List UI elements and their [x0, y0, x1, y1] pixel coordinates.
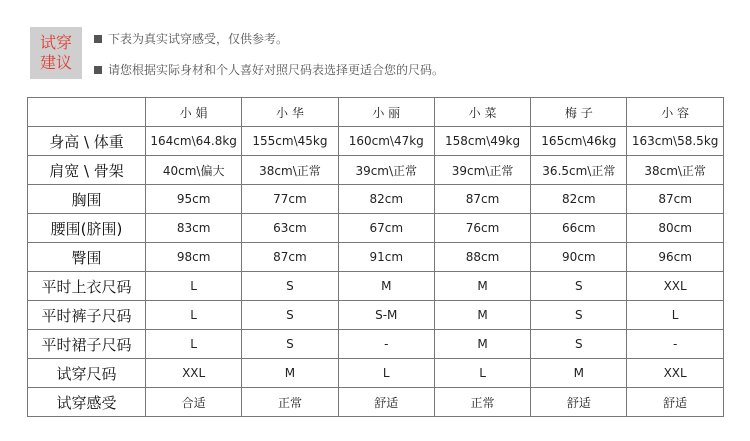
- table-cell: S: [531, 301, 627, 330]
- table-cell: 舒适: [627, 388, 723, 417]
- table-cell: S: [242, 330, 338, 359]
- table-cell: 舒适: [531, 388, 627, 417]
- table-cell: 77cm: [242, 185, 338, 214]
- table-cell: 87cm: [242, 243, 338, 272]
- table-cell: M: [531, 359, 627, 388]
- header-model: 小 华: [242, 98, 338, 127]
- row-label: 平时裤子尺码: [28, 301, 146, 330]
- row-label: 身高 \ 体重: [28, 127, 146, 156]
- table-cell: 98cm: [146, 243, 242, 272]
- table-cell: S: [531, 272, 627, 301]
- table-cell: 90cm: [531, 243, 627, 272]
- header-model: 小 容: [627, 98, 723, 127]
- square-bullet-icon: [94, 66, 102, 74]
- table-cell: 38cm\正常: [242, 156, 338, 185]
- table-cell: 96cm: [627, 243, 723, 272]
- table-cell: XXL: [627, 272, 723, 301]
- table-row: [28, 388, 724, 417]
- header-model: 梅 子: [531, 98, 627, 127]
- table-cell: L: [146, 301, 242, 330]
- table-cell: 95cm: [146, 185, 242, 214]
- table-cell: 39cm\正常: [434, 156, 530, 185]
- table-cell: M: [338, 272, 434, 301]
- table-row: [28, 214, 724, 243]
- row-label: 试穿感受: [28, 388, 146, 417]
- table-cell: L: [338, 359, 434, 388]
- table-cell: S-M: [338, 301, 434, 330]
- row-label: 试穿尺码: [28, 359, 146, 388]
- table-cell: 38cm\正常: [627, 156, 723, 185]
- table-cell: 正常: [434, 388, 530, 417]
- table-cell: L: [434, 359, 530, 388]
- table-row: [28, 301, 724, 330]
- table-cell: 87cm: [434, 185, 530, 214]
- table-cell: 36.5cm\正常: [531, 156, 627, 185]
- row-label: 臀围: [28, 243, 146, 272]
- table-row: [28, 359, 724, 388]
- row-label: 肩宽 \ 骨架: [28, 156, 146, 185]
- table-cell: L: [146, 330, 242, 359]
- table-cell: 67cm: [338, 214, 434, 243]
- table-row: [28, 272, 724, 301]
- table-cell: M: [434, 301, 530, 330]
- table-cell: M: [242, 359, 338, 388]
- badge-line-2: 建议: [39, 53, 72, 72]
- table-row: [28, 330, 724, 359]
- note-text: 请您根据实际身材和个人喜好对照尺码表选择更适合您的尺码。: [108, 63, 445, 77]
- table-cell: S: [242, 301, 338, 330]
- table-cell: 舒适: [338, 388, 434, 417]
- square-bullet-icon: [94, 35, 102, 43]
- table-cell: 合适: [146, 388, 242, 417]
- row-label: 平时上衣尺码: [28, 272, 146, 301]
- header-model: 小 丽: [338, 98, 434, 127]
- table-header-row: [28, 98, 724, 127]
- table-cell: 164cm\64.8kg: [146, 127, 242, 156]
- table-cell: M: [434, 272, 530, 301]
- table-cell: XXL: [146, 359, 242, 388]
- table-row: [28, 156, 724, 185]
- table-cell: 正常: [242, 388, 338, 417]
- table-cell: 66cm: [531, 214, 627, 243]
- note-text: 下表为真实试穿感受，仅供参考。: [108, 32, 289, 46]
- table-cell: S: [242, 272, 338, 301]
- table-cell: 82cm: [531, 185, 627, 214]
- table-row: [28, 127, 724, 156]
- table-cell: 160cm\47kg: [338, 127, 434, 156]
- row-label: 平时裙子尺码: [28, 330, 146, 359]
- table-cell: 40cm\偏大: [146, 156, 242, 185]
- table-row: [28, 243, 724, 272]
- header-model: 小 菜: [434, 98, 530, 127]
- row-label: 胸围: [28, 185, 146, 214]
- row-label: 腰围(脐围): [28, 214, 146, 243]
- note-choose-size: [94, 61, 444, 78]
- header-model: 小 娟: [146, 98, 242, 127]
- table-cell: 80cm: [627, 214, 723, 243]
- try-on-suggestion-badge: [30, 27, 82, 79]
- table-cell: 63cm: [242, 214, 338, 243]
- note-reference: [94, 30, 288, 47]
- table-cell: L: [627, 301, 723, 330]
- table-cell: 76cm: [434, 214, 530, 243]
- badge-line-1: 试穿: [39, 33, 72, 52]
- table-row: [28, 185, 724, 214]
- table-cell: 87cm: [627, 185, 723, 214]
- table-cell: 39cm\正常: [338, 156, 434, 185]
- table-cell: 163cm\58.5kg: [627, 127, 723, 156]
- table-cell: 82cm: [338, 185, 434, 214]
- table-cell: 165cm\46kg: [531, 127, 627, 156]
- table-cell: 155cm\45kg: [242, 127, 338, 156]
- table-cell: -: [627, 330, 723, 359]
- header-corner: [28, 98, 146, 127]
- table-cell: 158cm\49kg: [434, 127, 530, 156]
- table-cell: XXL: [627, 359, 723, 388]
- table-cell: 83cm: [146, 214, 242, 243]
- table-cell: -: [338, 330, 434, 359]
- table-cell: 91cm: [338, 243, 434, 272]
- table-cell: 88cm: [434, 243, 530, 272]
- table-cell: L: [146, 272, 242, 301]
- table-cell: M: [434, 330, 530, 359]
- table-cell: S: [531, 330, 627, 359]
- try-on-size-table: [27, 97, 724, 417]
